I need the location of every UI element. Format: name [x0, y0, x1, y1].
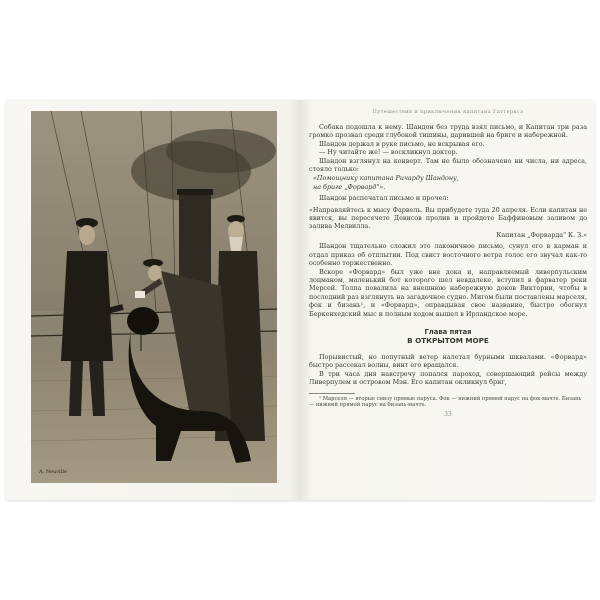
- paragraph-opened: Шандон распечатал письмо и прочел:: [319, 194, 449, 203]
- right-page: [309, 106, 587, 496]
- paragraph-8: В три часа дня навстречу попался пароход, совершающий рейсы между Ливерпулем и островом Мэн. Его капитан окликнул бриг,: [309, 369, 587, 387]
- engraving-scene: [31, 111, 277, 483]
- paragraph-1: Собака подошла к нему. Шандон без труда взял письмо, и Капитан три раза громко прозвал среди глубокой тишины, царившей на бриге и набережной.: [309, 123, 587, 140]
- paragraph-6: Вскоре «Форвард» был уже вне дока и, направляемый ливерпульским лоцманом, маленький бот которого шел невдалеке, вступил в фарватер реки Мерсей. Толпа повалила на внешнюю набережную доков Виктории, чтобы в последний раз взглянуть на загадочное судно. Мигом были поставлены марселя, фок и бизань¹, и «Форвард», оправдывая свое название, быстро обогнул Беркенхедский мыс и полным ходом вышел в Ирландское море.: [309, 267, 587, 318]
- engraver-signature: A. Neuville: [39, 469, 67, 475]
- address-line-2: на бриге „Форвард"».: [313, 182, 386, 191]
- paragraph-2: Шандон держал в руке письмо, не вскрывая его.: [319, 139, 485, 148]
- engraving-illustration: [31, 111, 277, 483]
- address-line-1: «Помощнику капитана Ричарду Шандону,: [313, 174, 459, 183]
- paragraph-3: — Ну читайте же! — воскликнул доктор.: [319, 148, 458, 157]
- chapter-number: Глава пятая: [424, 327, 472, 336]
- letter-text: «Направляйтесь к мысу Фарвель. Вы прибудете туда 20 апреля. Если капитан не явится, вы пересечете Девисов пролив и пройдете Баффиновым заливом до залива Мелвилла.: [309, 205, 587, 231]
- paragraph-7: Порывистый, но попутный ветер налетал бурными шквалами. «Форвард» быстро рассекал волны, винт его вращался.: [309, 352, 587, 370]
- letter-envelope: [135, 291, 145, 298]
- page-number: 33: [444, 411, 452, 419]
- chapter-title: В ОТКРЫТОМ МОРЕ: [407, 335, 489, 345]
- letter-address: [313, 174, 587, 191]
- book-spread: [6, 100, 594, 500]
- footnote-rule: [309, 393, 355, 394]
- footnote: ¹ Марселя — вторые снизу прямые паруса. Фок — нижний прямой парус на фок-мачте. Бизань — нижний прямой парус на бизань-мачте.: [309, 395, 582, 409]
- paragraph-5: Шандон тщательно сложил это лаконичное письмо, сунул его в карман и отдал приказ об отплытии. Под свист восточного ветра голос его звучал как-то особенно торжественно.: [309, 242, 587, 268]
- letter-signature: Капитан „Форварда" К. З.»: [496, 230, 587, 239]
- paragraph-4: Шандон взглянул на конверт. Там не было обозначено ни числа, ни адреса, стояло только:: [309, 156, 587, 174]
- running-head: Путешествия и приключения капитана Гаттераса: [372, 109, 524, 115]
